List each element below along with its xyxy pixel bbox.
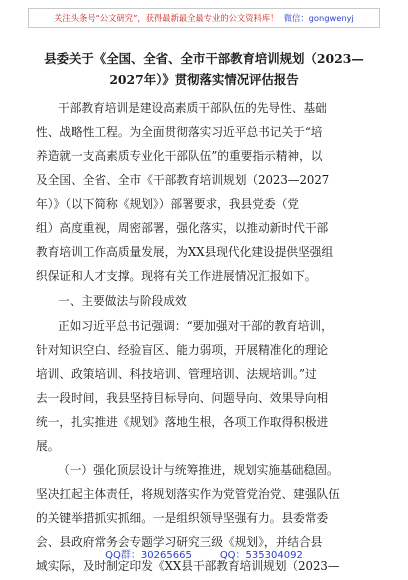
body-line: 性、战略性工程。为全面贯彻落实习近平总书记关于“培 <box>36 125 323 139</box>
body-line: 去一段时间，我县坚持目标导向、问题导向、效果导向相 <box>36 391 329 405</box>
subsection-heading: （一）强化顶层设计与统筹推进，规划实施基础稳固。 <box>58 463 339 477</box>
document-title <box>36 48 372 90</box>
qq-group: QQ群：30265665 <box>105 550 192 561</box>
body-line: 干部教育培训是建设高素质干部队伍的先导性、基础 <box>58 101 327 115</box>
body-line: 年）》（以下简称《规划》）部署要求，我县党委（党 <box>36 197 299 211</box>
body-line: 培训、政策培训、科技培训、管理培训、法规培训。”过 <box>36 367 317 381</box>
body-line: 组）高度重视，周密部署，强化落实，以推动新时代干部 <box>36 221 329 235</box>
body-line: 坚决扛起主体责任，将规划落实作为党管党治党、建强队伍 <box>36 487 340 501</box>
title-line-2: 2027年）》贯彻落实情况评估报告 <box>109 72 299 87</box>
contact-footer <box>0 546 408 561</box>
title-line-1: 县委关于《全国、全省、全市干部教育培训规划（2023— <box>44 51 364 66</box>
body-line: 养造就一支高素质专业化干部队伍”的重要指示精神，以 <box>36 149 323 163</box>
qq-number: QQ：535304092 <box>219 550 303 561</box>
body-line: 会、县政府常务会专题学习研究三级《规划》，并结合县 <box>36 535 323 549</box>
body-line: 展。 <box>36 439 60 453</box>
body-line: 针对知识空白、经验盲区、能力弱项，开展精准化的理论 <box>36 343 329 357</box>
body-line: 域实际，及时制定印发《XX县干部教育培训规划（2023— <box>36 559 340 573</box>
body-line: 教育培训工作高质量发展，为XX县现代化建设提供坚强组 <box>36 245 334 259</box>
section-heading: 一、主要做法与阶段成效 <box>58 294 187 308</box>
promo-text: 关注头条号“公文研究”，获得最新最全最专业的公文资料库！ <box>54 13 279 23</box>
promo-banner <box>28 8 380 28</box>
body-line: 正如习近平总书记强调：“要加强对干部的教育培训， <box>58 319 333 333</box>
body-line: 及全国、全省、全市《干部教育培训规划（2023—2027 <box>36 173 330 187</box>
body-line: 的关键举措抓实抓细。一是组织领导坚强有力。县委常委 <box>36 511 329 525</box>
body-line: 统一，扎实推进《规划》落地生根，各项工作取得积极进 <box>36 415 329 429</box>
body-line: 织保证和人才支撑。现将有关工作进展情况汇报如下。 <box>36 269 317 283</box>
wechat-id: 微信：gongwenyj <box>283 13 354 23</box>
